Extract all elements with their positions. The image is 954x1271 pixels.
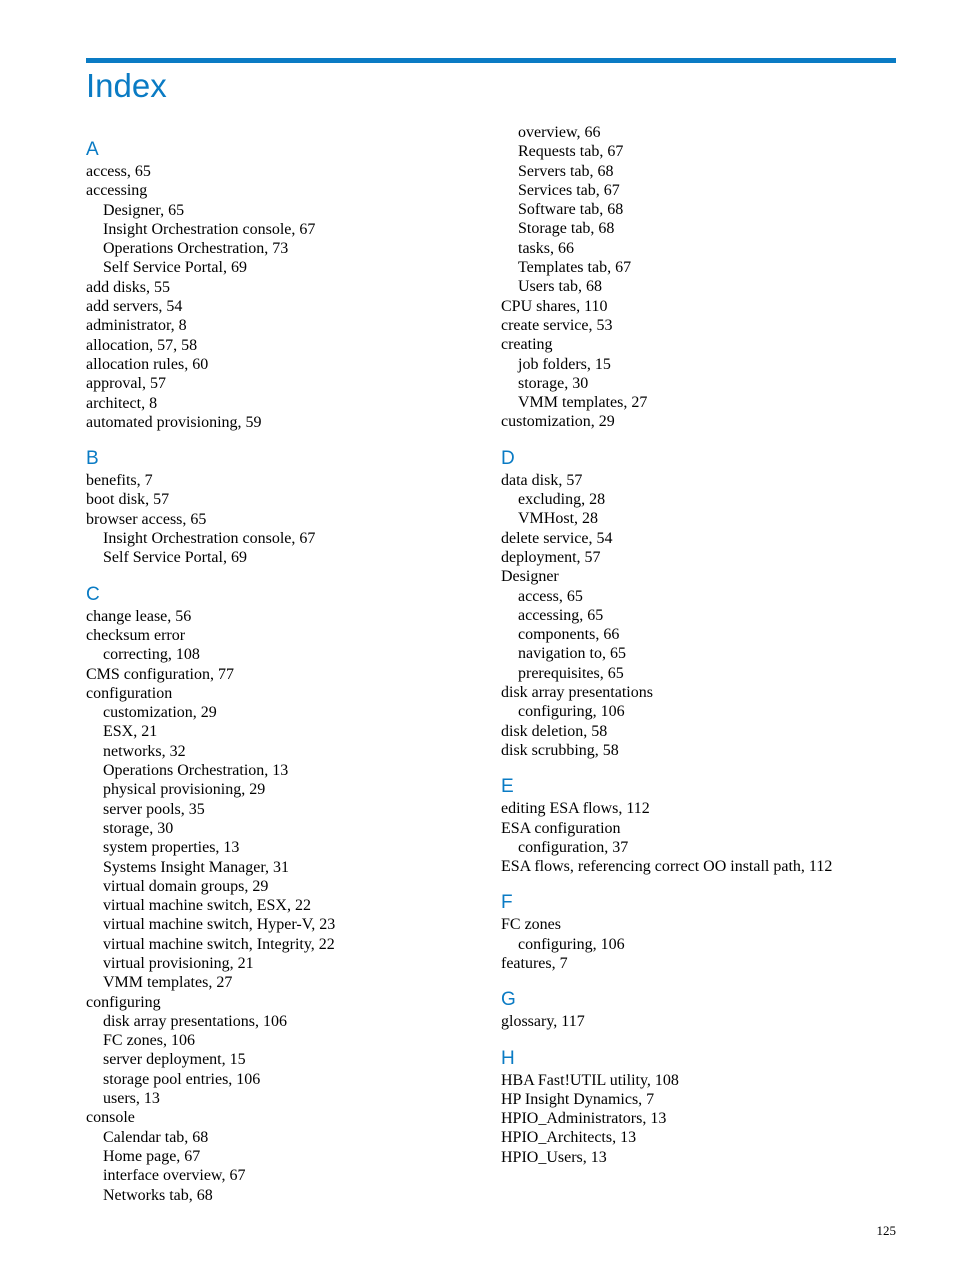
index-entry: architect, 8 [86,394,158,412]
index-subentry: virtual machine switch, Hyper-V, 23 [103,916,336,934]
index-letter-heading: B [86,448,99,470]
index-entry: configuration [86,684,173,702]
index-entry: add disks, 55 [86,278,170,296]
index-letter-heading: D [501,447,515,469]
index-subentry: system properties, 13 [103,839,240,857]
index-subentry: customization, 29 [103,704,217,722]
index-column-right [501,123,921,1167]
index-subentry: Self Service Portal, 69 [103,549,247,567]
index-entry: features, 7 [501,954,568,972]
index-subentry: VMHost, 28 [518,510,599,528]
index-subentry: storage pool entries, 106 [103,1070,261,1088]
index-subentry: Systems Insight Manager, 31 [103,858,290,876]
index-entry: HPIO_Architects, 13 [501,1129,637,1147]
index-column-left [86,138,486,1205]
index-letter-heading: E [501,776,514,798]
page-number: 125 [876,1223,896,1238]
index-entry: deployment, 57 [501,548,601,566]
index-subentry: VMM templates, 27 [518,394,648,412]
index-letter-heading: C [86,583,100,605]
index-entry: ESA configuration [501,819,621,837]
index-entry: HBA Fast!UTIL utility, 108 [501,1071,679,1089]
index-entry: customization, 29 [501,413,615,431]
index-subentry: correcting, 108 [103,646,200,664]
index-entry: add servers, 54 [86,298,183,316]
index-entry: automated provisioning, 59 [86,413,262,431]
index-subentry: Requests tab, 67 [518,143,624,161]
index-subentry: networks, 32 [103,742,186,760]
index-subentry: Designer, 65 [103,201,185,219]
index-subentry: interface overview, 67 [103,1167,246,1185]
index-subentry: Insight Orchestration console, 67 [103,220,316,238]
index-entry: data disk, 57 [501,471,583,489]
index-entry: FC zones [501,916,561,934]
index-subentry: storage, 30 [103,819,174,837]
index-subentry: Operations Orchestration, 73 [103,240,289,258]
index-subentry: tasks, 66 [518,239,574,257]
index-subentry: overview, 66 [518,124,601,141]
index-entry: editing ESA flows, 112 [501,800,650,818]
index-subentry: Operations Orchestration, 13 [103,762,289,780]
index-subentry: Storage tab, 68 [518,220,615,238]
index-subentry: virtual machine switch, ESX, 22 [103,897,311,915]
index-entry: benefits, 7 [86,472,153,490]
index-subentry: FC zones, 106 [103,1032,195,1050]
index-subentry: excluding, 28 [518,491,606,509]
index-subentry: disk array presentations, 106 [103,1012,287,1030]
index-subentry: physical provisioning, 29 [103,781,266,799]
index-entry: HP Insight Dynamics, 7 [501,1090,655,1108]
index-subentry: configuring, 106 [518,935,625,953]
index-entry: boot disk, 57 [86,491,170,509]
index-entry: administrator, 8 [86,317,187,335]
index-entry: HPIO_Administrators, 13 [501,1110,667,1128]
index-entry: ESA flows, referencing correct OO install path, 112 [501,858,833,876]
index-entry: creating [501,336,553,354]
index-entry: delete service, 54 [501,529,613,547]
header-rule [86,58,896,63]
index-subentry: Software tab, 68 [518,201,624,219]
index-subentry: configuration, 37 [518,838,629,856]
index-subentry: ESX, 21 [103,723,158,741]
index-entry: Designer [501,568,559,586]
index-entry: approval, 57 [86,375,166,393]
index-subentry: navigation to, 65 [518,645,626,663]
index-entry: browser access, 65 [86,510,207,528]
index-subentry: job folders, 15 [518,355,611,373]
index-entry: checksum error [86,626,186,644]
index-entry: console [86,1109,135,1127]
index-entry: CPU shares, 110 [501,297,608,315]
index-subentry: Servers tab, 68 [518,162,614,180]
index-subentry: Services tab, 67 [518,181,620,199]
index-subentry: users, 13 [103,1090,160,1108]
index-entry: disk scrubbing, 58 [501,741,619,759]
index-subentry: Home page, 67 [103,1147,201,1165]
index-entry: change lease, 56 [86,607,192,625]
index-letter-heading: A [86,139,99,160]
index-subentry: server pools, 35 [103,800,205,818]
index-subentry: Self Service Portal, 69 [103,259,247,277]
index-entry: glossary, 117 [501,1013,585,1031]
index-letter-heading: H [501,1047,515,1069]
index-subentry: storage, 30 [518,374,589,392]
index-subentry: access, 65 [518,587,583,605]
index-letter-heading: F [501,892,513,914]
index-subentry: Insight Orchestration console, 67 [103,530,316,548]
index-subentry: VMM templates, 27 [103,974,233,992]
index-subentry: components, 66 [518,626,620,644]
index-subentry: prerequisites, 65 [518,664,624,682]
index-entry: allocation rules, 60 [86,355,209,373]
index-subentry: accessing, 65 [518,606,604,624]
index-subentry: virtual machine switch, Integrity, 22 [103,935,335,953]
index-entry: configuring [86,993,161,1011]
index-entry: disk deletion, 58 [501,722,608,740]
index-entry: create service, 53 [501,316,613,334]
index-entry: HPIO_Users, 13 [501,1148,607,1166]
index-subentry: virtual provisioning, 21 [103,954,254,972]
index-subentry: Networks tab, 68 [103,1186,213,1204]
index-letter-heading: G [501,989,516,1011]
index-entry: accessing [86,182,148,200]
page-title: Index [86,67,167,104]
index-entry: CMS configuration, 77 [86,665,234,683]
index-subentry: server deployment, 15 [103,1051,246,1069]
index-subentry: Calendar tab, 68 [103,1128,209,1146]
index-subentry: Templates tab, 67 [518,259,632,277]
index-entry: allocation, 57, 58 [86,336,198,354]
index-entry: access, 65 [86,163,151,180]
index-subentry: virtual domain groups, 29 [103,877,269,895]
index-subentry: configuring, 106 [518,703,625,721]
index-subentry: Users tab, 68 [518,278,602,296]
index-entry: disk array presentations [501,684,653,702]
